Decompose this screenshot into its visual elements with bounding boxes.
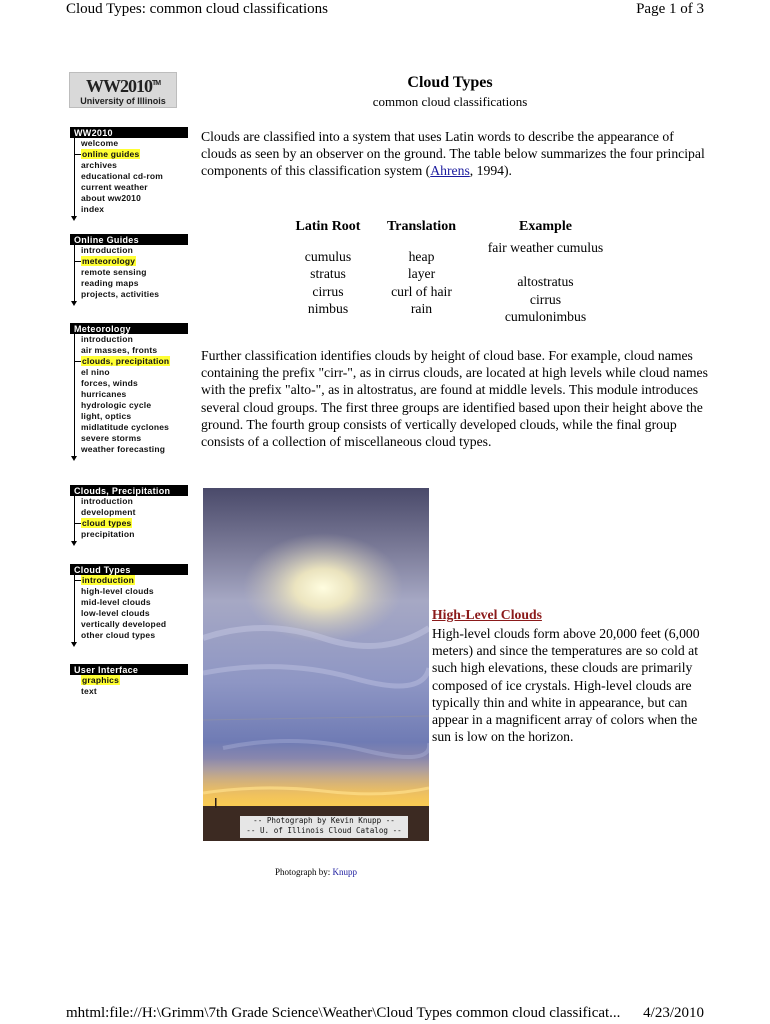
nav-down-arrow-icon (71, 642, 77, 647)
nav-item[interactable] (81, 529, 188, 540)
nav-item[interactable] (81, 278, 188, 289)
nav-item[interactable] (81, 160, 188, 171)
nav-item[interactable] (81, 256, 188, 267)
page-subtitle: common cloud classifications (372, 94, 528, 109)
nav-branch-line (74, 523, 81, 524)
table-cell: fair weather cumulus (487, 240, 604, 256)
nav-item[interactable] (81, 675, 188, 686)
table-cell: curl of hair (391, 283, 452, 299)
table-cell: altostratus (517, 274, 574, 290)
nav-items (70, 575, 188, 641)
nav-item[interactable] (81, 204, 188, 215)
nav-item-label: other cloud types (81, 630, 156, 640)
nav-section (70, 664, 188, 697)
nav-item[interactable] (81, 619, 188, 630)
nav-item-label: light, optics (81, 411, 132, 421)
nav-item-label: precipitation (81, 529, 135, 539)
nav-item-label: mid-level clouds (81, 597, 151, 607)
nav-section (70, 564, 188, 641)
nav-branch-line (74, 261, 81, 262)
nav-item-label: development (81, 507, 136, 517)
nav-item-label: meteorology (82, 256, 136, 266)
logo-subtitle: University of Illinois (80, 96, 166, 106)
high-cloud-photo[interactable] (203, 488, 429, 841)
nav-tree-line (74, 245, 75, 302)
nav-item[interactable] (81, 586, 188, 597)
example-column (473, 218, 618, 325)
nav-tree-line (74, 575, 75, 643)
file-path: mhtml:file://H:\Grimm\7th Grade Science\Weather\Cloud Types common cloud classificat... (66, 1005, 621, 1021)
nav-item-label: midlatitude cyclones (81, 422, 170, 432)
nav-item[interactable] (81, 686, 188, 697)
print-header-title: Cloud Types: common cloud classifications (66, 1, 328, 17)
nav-item-label: high-level clouds (81, 586, 154, 596)
table-cell: cumulus (304, 249, 352, 265)
photo-caption-prefix: Photograph by: (275, 867, 333, 877)
nav-section (70, 485, 188, 540)
nav-item-label: archives (81, 160, 118, 170)
nav-items (70, 245, 188, 300)
ww2010-logo[interactable] (69, 72, 177, 108)
nav-item-label: educational cd-rom (81, 171, 164, 181)
intro-text-end: , 1994). (469, 163, 512, 179)
nav-item-label: about ww2010 (81, 193, 142, 203)
high-level-clouds-description: High-level clouds form above 20,000 feet (6,000 meters) and since the temperatures are so cold at such high elevations, these clouds are primarily composed of ice crystals. High-level clouds are typically thin and white in appearance, but can appear in a magnificent array of colors when the sun is low on the horizon. (432, 626, 700, 745)
nav-item-label: introduction (81, 245, 133, 255)
nav-items (70, 675, 188, 697)
nav-item[interactable] (81, 400, 188, 411)
nav-item-label: remote sensing (81, 267, 147, 277)
nav-item-label: weather forecasting (81, 444, 166, 454)
nav-branch-line (74, 154, 81, 155)
table-header-translation: Translation (387, 219, 456, 234)
nav-down-arrow-icon (71, 301, 77, 306)
logo-trademark: TM (151, 80, 161, 87)
table-cell: nimbus (307, 300, 349, 316)
table-cell: rain (410, 300, 433, 316)
table-cell: cumulonimbus (504, 308, 587, 324)
nav-tree-line (74, 496, 75, 542)
nav-item[interactable] (81, 422, 188, 433)
nav-item[interactable] (81, 289, 188, 300)
print-date: 4/23/2010 (643, 1005, 704, 1021)
nav-item-label: reading maps (81, 278, 139, 288)
logo-mark: WW2010 (85, 76, 152, 96)
table-cell: layer (407, 266, 436, 282)
nav-item-label: text (81, 686, 97, 696)
nav-item[interactable] (81, 507, 188, 518)
nav-item[interactable] (81, 433, 188, 444)
nav-section (70, 127, 188, 215)
table-cell: heap (408, 249, 435, 265)
nav-item-label: forces, winds (81, 378, 138, 388)
nav-section-title: Online Guides (70, 234, 188, 245)
nav-section-title: Meteorology (70, 323, 188, 334)
nav-item[interactable] (81, 630, 188, 641)
nav-item[interactable] (81, 518, 188, 529)
nav-item-label: severe storms (81, 433, 142, 443)
nav-item[interactable] (81, 356, 188, 367)
nav-branch-line (74, 361, 81, 362)
latin-root-column (280, 218, 376, 317)
nav-item-label: index (81, 204, 105, 214)
nav-item[interactable] (81, 389, 188, 400)
nav-section-title: Cloud Types (70, 564, 188, 575)
photo-credit-line: -- Photograph by Kevin Knupp -- (253, 816, 395, 825)
knupp-link[interactable]: Knupp (332, 867, 357, 877)
page-number: Page 1 of 3 (636, 1, 704, 17)
nav-item-label: air masses, fronts (81, 345, 158, 355)
nav-item[interactable] (81, 138, 188, 149)
nav-item-label: introduction (82, 575, 134, 585)
nav-item[interactable] (81, 496, 188, 507)
photo-caption (203, 867, 429, 877)
nav-item-label: welcome (81, 138, 119, 148)
nav-down-arrow-icon (71, 541, 77, 546)
nav-item[interactable] (81, 608, 188, 619)
nav-item-label: cloud types (82, 518, 132, 528)
nav-items (70, 138, 188, 215)
nav-tree-line (74, 138, 75, 217)
nav-section (70, 234, 188, 300)
nav-down-arrow-icon (71, 216, 77, 221)
nav-section-title: Clouds, Precipitation (70, 485, 188, 496)
print-header (66, 0, 704, 22)
nav-item-label: current weather (81, 182, 148, 192)
nav-item-label: introduction (81, 334, 133, 344)
nav-item-label: introduction (81, 496, 133, 506)
nav-item-label: projects, activities (81, 289, 160, 299)
nav-item-label: vertically developed (81, 619, 167, 629)
nav-item[interactable] (81, 444, 188, 455)
nav-item-label: hurricanes (81, 389, 127, 399)
page-title: Cloud Types (407, 74, 493, 91)
nav-item[interactable] (81, 171, 188, 182)
table-header-latin-root: Latin Root (295, 219, 361, 234)
table-header-example: Example (519, 219, 572, 234)
nav-item-label: graphics (82, 675, 120, 685)
table-cell: cirrus (312, 283, 344, 299)
nav-item-label: el nino (81, 367, 110, 377)
nav-branch-line (74, 580, 81, 581)
nav-tree-line (74, 334, 75, 457)
nav-items (70, 334, 188, 455)
intro-paragraph (201, 128, 709, 180)
nav-item-label: hydrologic cycle (81, 400, 152, 410)
ahrens-link[interactable]: Ahrens (430, 163, 470, 179)
nav-item[interactable] (81, 575, 188, 586)
nav-item-label: online guides (82, 149, 140, 159)
nav-section-title: User Interface (70, 664, 188, 675)
nav-item[interactable] (81, 245, 188, 256)
intro-text: Clouds are classified into a system that uses Latin words to describe the appearance of clouds as seen by an observer on the ground. The table below summarizes the four principal components of this classification system ( (201, 129, 705, 179)
nav-item-label: low-level clouds (81, 608, 150, 618)
translation-column (380, 218, 463, 317)
nav-item[interactable] (81, 193, 188, 204)
page-heading (300, 74, 600, 111)
photo-credit-overlay (240, 816, 408, 838)
table-cell: cirrus (529, 291, 562, 307)
nav-items (70, 496, 188, 540)
nav-item[interactable] (81, 345, 188, 356)
nav-item[interactable] (81, 182, 188, 193)
nav-item[interactable] (81, 367, 188, 378)
nav-section (70, 323, 188, 455)
nav-item[interactable] (81, 597, 188, 608)
table-cell: stratus (310, 266, 346, 282)
nav-item[interactable] (81, 267, 188, 278)
nav-item-label: clouds, precipitation (82, 356, 170, 366)
further-classification-paragraph: Further classification identifies clouds by height of cloud base. For example, cloud names containing the prefix "cirr-", as in cirrus clouds, are located at high levels while cloud names with the prefix "alto-", as in altostratus, are found at middle levels. This module introduces several cloud groups. The first three groups are identified based upon their height above the ground. The fourth group consists of vertically developed clouds, while the final group consists of a collection of miscellaneous cloud types. (201, 348, 708, 450)
nav-item[interactable] (81, 334, 188, 345)
nav-down-arrow-icon (71, 456, 77, 461)
photo-credit-line: -- U. of Illinois Cloud Catalog -- (246, 826, 402, 835)
nav-section-title: WW2010 (70, 127, 188, 138)
high-level-clouds-link[interactable]: High-Level Clouds (432, 607, 542, 622)
nav-item[interactable] (81, 378, 188, 389)
sunset-sky-image (203, 488, 429, 841)
nav-item[interactable] (81, 149, 188, 160)
nav-item[interactable] (81, 411, 188, 422)
